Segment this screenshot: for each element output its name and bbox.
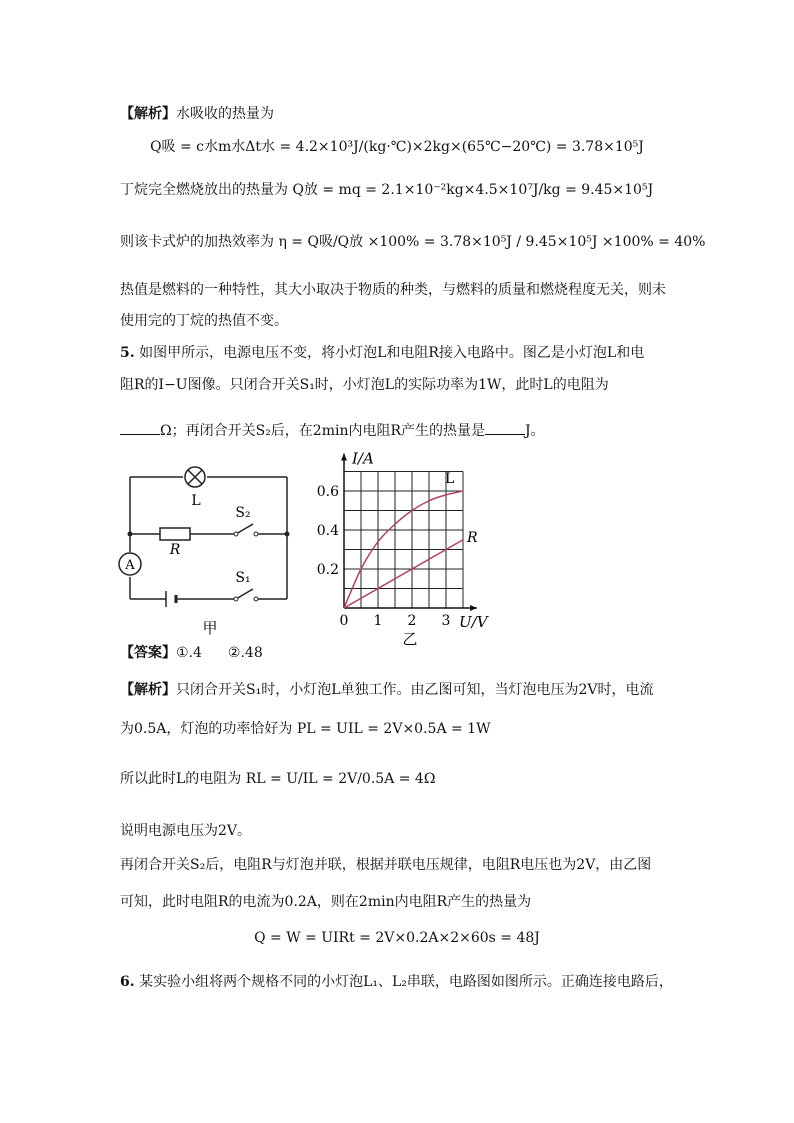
switch2-label: S₂ <box>235 505 251 521</box>
x-tick-label: 2 <box>407 613 417 629</box>
analysis-2-line-5: 再闭合开关S₂后，电阻R与灯泡并联，根据并联电压规律，电阻R电压也为2V，由乙图 <box>120 857 652 873</box>
butane-heat-line: 丁烷完全燃烧放出的热量为 Q放 = mq = 2.1×10⁻²kg×4.5×10⁷J/kg = 9.45×10⁵J <box>120 182 654 198</box>
battery-symbol <box>166 591 176 607</box>
switch1-label: S₁ <box>235 570 251 586</box>
analysis-2-line-2: 为0.5A，灯泡的功率恰好为 PL = UIL = 2V×0.5A = 1W <box>120 721 491 737</box>
q6-line: 6. 某实验小组将两个规格不同的小灯泡L₁、L₂串联，电路图如图所示。正确连接电路后， <box>120 974 673 990</box>
x-axis-arrow <box>470 605 477 611</box>
q5-line-3: Ω；再闭合开关S₂后，在2min内电阻R产生的热量是 J。 <box>120 420 545 441</box>
analysis-2-line-3: 所以此时L的电阻为 RL = U/IL = 2V/0.5A = 4Ω <box>120 771 436 787</box>
junction-dot <box>285 532 290 537</box>
y-axis-label: I/A <box>352 449 374 468</box>
answer-blank-2[interactable] <box>485 420 525 435</box>
analysis-2-heat-eq: Q = W = UIRt = 2V×0.2A×2×60s = 48J <box>254 930 540 946</box>
answer-blank-1[interactable] <box>120 420 160 435</box>
q5-line-2: 阻R的I−U图像。只闭合开关S₁时，小灯泡L的实际功率为1W，此时L的电阻为 <box>120 377 609 393</box>
analysis-2-line-6: 可知，此时电阻R的电流为0.2A，则在2min内电阻R产生的热量为 <box>120 894 532 910</box>
efficiency-line: 则该卡式炉的加热效率为 η = Q吸/Q放 ×100% = 3.78×10⁵J / 9.45×10⁵J ×100% = 40% <box>120 234 706 250</box>
x-tick-label: 1 <box>373 613 383 629</box>
q5-line-1: 5. 如图甲所示，电源电压不变，将小灯泡L和电阻R接入电路中。图乙是小灯泡L和电 <box>120 345 645 361</box>
x-tick-label: 0 <box>339 613 349 629</box>
x-tick-label: 3 <box>441 613 451 629</box>
switch1-contact <box>254 597 258 601</box>
x-axis-label: U/V <box>459 613 488 631</box>
y-axis-arrow <box>341 454 347 461</box>
switch2-contact <box>234 532 238 536</box>
heat-value-line-2: 使用完的丁烷的热值不变。 <box>120 313 288 329</box>
switch2-contact <box>254 532 258 536</box>
lamp-label: L <box>191 493 201 509</box>
ammeter-label: A <box>125 558 135 573</box>
junction-dot <box>128 532 133 537</box>
y-tick-label: 0.4 <box>316 523 339 539</box>
resistor-symbol <box>160 528 190 540</box>
y-tick-label: 0.2 <box>316 562 339 578</box>
chart-labels <box>351 450 490 646</box>
circuit-diagram <box>110 455 310 640</box>
switch1-contact <box>234 597 238 601</box>
heat-value-line-1: 热值是燃料的一种特性，其大小取决于物质的种类，与燃料的质量和燃烧程度无关，则未 <box>120 282 666 298</box>
resistor-label: R <box>169 542 181 558</box>
legend-label-L: L <box>445 471 455 487</box>
circuit-caption: 甲 <box>202 619 218 637</box>
eq-water-heat: Q吸 = c水m水Δt水 = 4.2×10³J/(kg·℃)×2kg×(65℃−20℃) = 3.78×10⁵J <box>150 139 644 155</box>
analysis-2-line-4: 说明电源电压为2V。 <box>120 823 252 839</box>
chart-grid <box>344 472 463 609</box>
y-tick-label: 0.6 <box>316 484 339 500</box>
lamp-symbol <box>185 467 205 487</box>
chart-caption: 乙 <box>402 630 418 645</box>
answer-line: 【答案】①.4 ②.48 <box>120 645 263 661</box>
iu-chart <box>312 445 497 645</box>
analysis-1-intro: 【解析】水吸收的热量为 <box>120 106 274 122</box>
analysis-2-line-1: 【解析】只闭合开关S₁时，小灯泡L单独工作。由乙图可知，当灯泡电压为2V时，电流 <box>120 682 654 698</box>
legend-label-R: R <box>467 529 478 546</box>
